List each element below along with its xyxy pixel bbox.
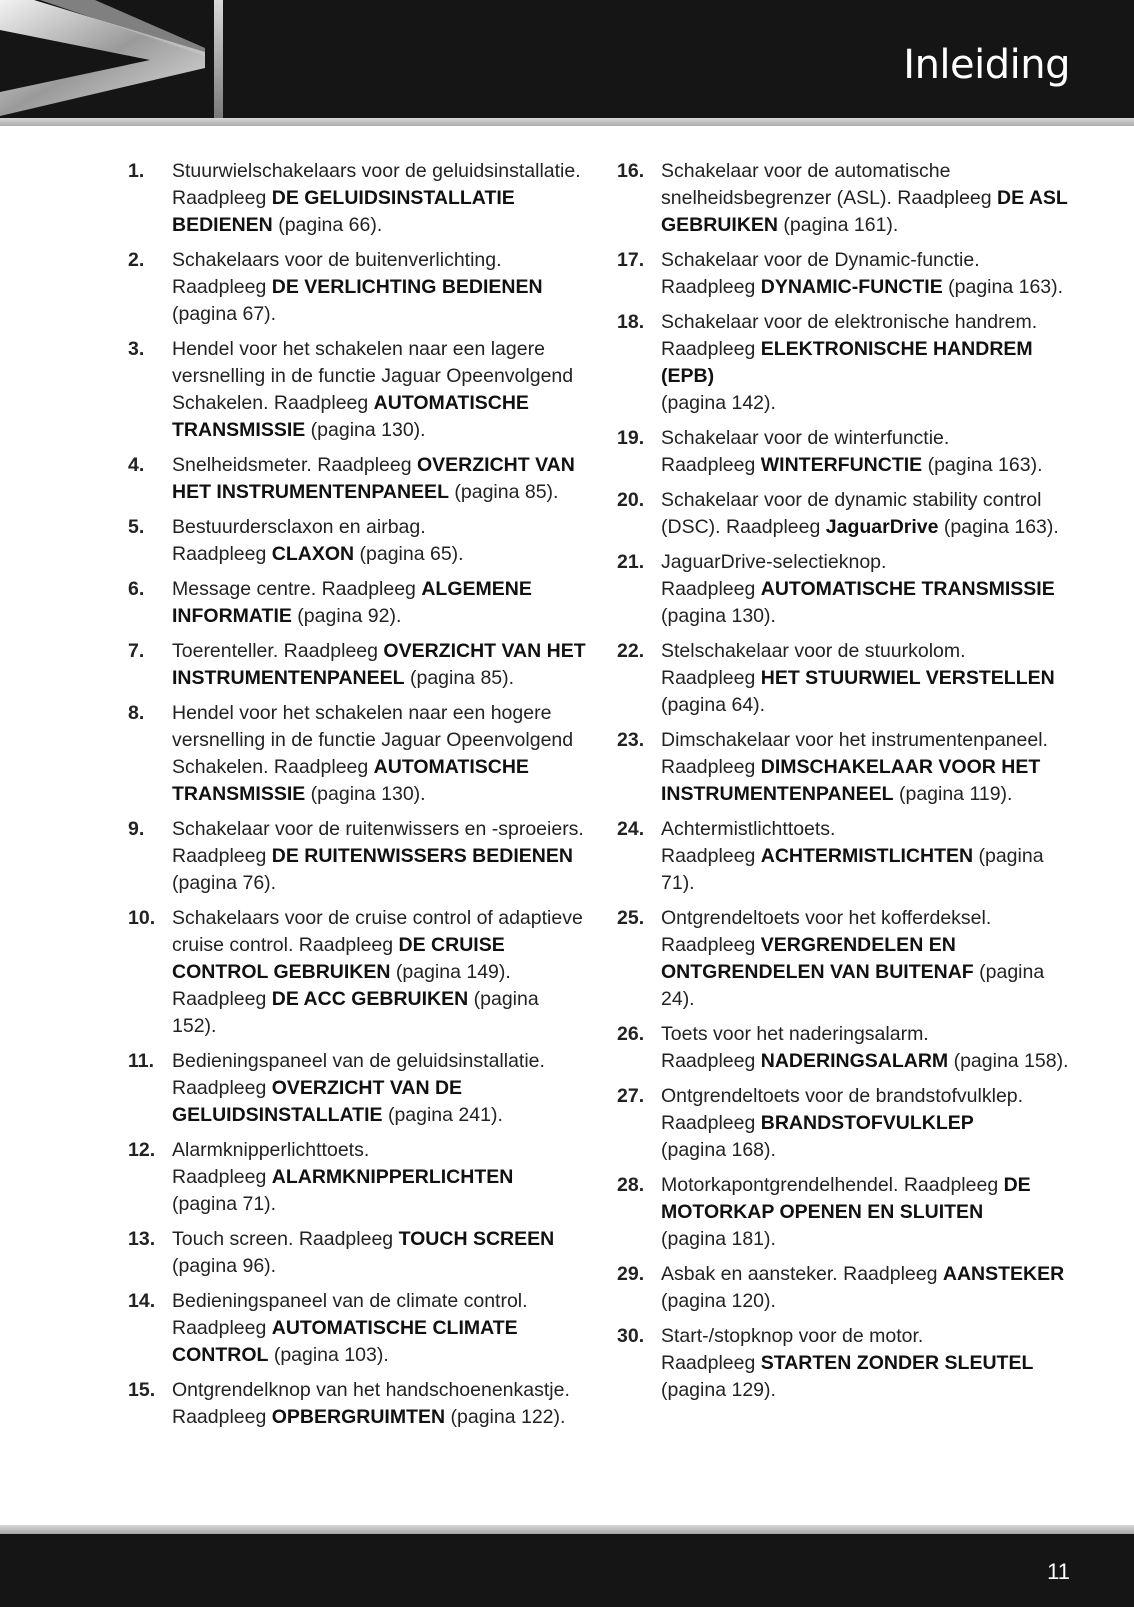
list-item	[617, 1172, 1077, 1253]
item-text: Start-/stopknop voor de motor. Raadpleeg STARTEN ZONDER SLEUTEL (pagina 129).	[661, 1325, 1034, 1401]
cross-reference: WINTERFUNCTIE	[760, 454, 923, 476]
list-item	[617, 309, 1077, 417]
header-divider	[0, 118, 1134, 126]
cross-reference: ELEKTRONISCHE HANDREM (EPB)	[661, 338, 1033, 387]
item-number: 14.	[128, 1290, 156, 1312]
item-text: Schakelaar voor de elektronische handrem. Raadpleeg ELEKTRONISCHE HANDREM (EPB) (pagina 142).	[661, 311, 1038, 414]
cross-reference: OVERZICHT VAN DE GELUIDSINSTALLATIE	[172, 1077, 463, 1126]
cross-reference: AUTOMATISCHE TRANSMISSIE	[172, 756, 529, 805]
cross-reference: OVERZICHT VAN HET INSTRUMENTENPANEEL	[172, 640, 586, 689]
list-item	[617, 727, 1077, 808]
item-number: 28.	[617, 1174, 645, 1196]
item-text: Bedieningspaneel van de climate control. Raadpleeg AUTOMATISCHE CLIMATE CONTROL (pagina 103).	[172, 1290, 528, 1366]
item-number: 26.	[617, 1023, 645, 1045]
item-number: 2.	[128, 249, 145, 271]
list-item	[617, 816, 1077, 897]
cross-reference: DE ACC GEBRUIKEN	[271, 988, 469, 1010]
list-item	[128, 514, 588, 568]
item-text: Bestuurdersclaxon en airbag. Raadpleeg CLAXON (pagina 65).	[172, 516, 464, 565]
item-number: 10.	[128, 907, 156, 929]
cross-reference: DE MOTORKAP OPENEN EN SLUITEN	[661, 1174, 1031, 1223]
cross-reference: DE CRUISE CONTROL GEBRUIKEN	[172, 934, 505, 983]
item-number: 18.	[617, 311, 645, 333]
item-text: Bedieningspaneel van de geluidsinstallatie. Raadpleeg OVERZICHT VAN DE GELUIDSINSTALLATIE (pagina 241).	[172, 1050, 545, 1126]
list-item	[617, 247, 1077, 301]
item-number: 13.	[128, 1228, 156, 1250]
item-number: 4.	[128, 454, 145, 476]
list-item	[128, 700, 588, 808]
cross-reference: ALARMKNIPPERLICHTEN	[271, 1166, 514, 1188]
item-text: Alarmknipperlichttoets. Raadpleeg ALARMKNIPPERLICHTEN (pagina 71).	[172, 1139, 514, 1215]
item-text: Hendel voor het schakelen naar een lagere versnelling in de functie Jaguar Opeenvolgend Schakelen. Raadpleeg AUTOMATISCHE TRANSMISSIE (pagina 130).	[172, 338, 574, 441]
right-column-list	[617, 158, 1077, 1412]
list-item	[128, 576, 588, 630]
item-number: 29.	[617, 1263, 645, 1285]
cross-reference: AUTOMATISCHE CLIMATE CONTROL	[172, 1317, 518, 1366]
list-item	[128, 452, 588, 506]
item-number: 19.	[617, 427, 645, 449]
list-item	[617, 1083, 1077, 1164]
cross-reference: STARTEN ZONDER SLEUTEL	[760, 1352, 1034, 1374]
list-item	[617, 549, 1077, 630]
page-title: Inleiding	[903, 42, 1070, 88]
list-item	[128, 816, 588, 897]
footer-divider	[0, 1525, 1134, 1534]
page-number: 11	[1047, 1559, 1070, 1584]
list-item	[617, 638, 1077, 719]
item-text: JaguarDrive-selectieknop. Raadpleeg AUTOMATISCHE TRANSMISSIE (pagina 130).	[661, 551, 1055, 627]
item-text: Message centre. Raadpleeg ALGEMENE INFORMATIE (pagina 92).	[172, 578, 532, 627]
cross-reference: AUTOMATISCHE TRANSMISSIE	[172, 392, 529, 441]
list-item	[128, 1288, 588, 1369]
cross-reference: CLAXON	[271, 543, 355, 565]
item-text: Ontgrendelknop van het handschoenenkastje. Raadpleeg OPBERGRUIMTEN (pagina 122).	[172, 1379, 570, 1428]
cross-reference: ALGEMENE INFORMATIE	[172, 578, 532, 627]
item-text: Asbak en aansteker. Raadpleeg AANSTEKER (pagina 120).	[661, 1263, 1065, 1312]
item-number: 17.	[617, 249, 645, 271]
item-number: 21.	[617, 551, 645, 573]
list-item	[617, 1021, 1077, 1075]
cross-reference: OVERZICHT VAN HET INSTRUMENTENPANEEL	[172, 454, 575, 503]
item-text: Schakelaars voor de cruise control of adaptieve cruise control. Raadpleeg DE CRUISE CONTROL GEBRUIKEN (pagina 149). Raadpleeg DE ACC GEBRUIKEN (pagina 152).	[172, 907, 583, 1037]
item-text: Hendel voor het schakelen naar een hogere versnelling in de functie Jaguar Opeenvolgend Schakelen. Raadpleeg AUTOMATISCHE TRANSMISSIE (pagina 130).	[172, 702, 574, 805]
list-item	[128, 1137, 588, 1218]
item-text: Touch screen. Raadpleeg TOUCH SCREEN (pagina 96).	[172, 1228, 555, 1277]
list-item	[128, 638, 588, 692]
item-number: 1.	[128, 160, 145, 182]
item-number: 25.	[617, 907, 645, 929]
item-number: 11.	[128, 1050, 155, 1072]
item-number: 5.	[128, 516, 145, 538]
cross-reference: ACHTERMISTLICHTEN	[760, 845, 974, 867]
list-item	[128, 158, 588, 239]
item-text: Dimschakelaar voor het instrumentenpaneel. Raadpleeg DIMSCHAKELAAR VOOR HET INSTRUMENTENPANEEL (pagina 119).	[661, 729, 1048, 805]
item-number: 22.	[617, 640, 645, 662]
list-item	[617, 487, 1077, 541]
list-item	[128, 1226, 588, 1280]
list-item	[128, 336, 588, 444]
item-text: Stuurwielschakelaars voor de geluidsinstallatie. Raadpleeg DE GELUIDSINSTALLATIE BEDIENEN (pagina 66).	[172, 160, 581, 236]
item-number: 15.	[128, 1379, 156, 1401]
left-column-list	[128, 158, 588, 1439]
item-number: 20.	[617, 489, 645, 511]
item-text: Achtermistlichttoets. Raadpleeg ACHTERMISTLICHTEN (pagina 71).	[661, 818, 1044, 894]
cross-reference: DIMSCHAKELAAR VOOR HET INSTRUMENTENPANEEL	[661, 756, 1041, 805]
cross-reference: AANSTEKER	[942, 1263, 1065, 1285]
cross-reference: AUTOMATISCHE TRANSMISSIE	[760, 578, 1055, 600]
list-item	[128, 247, 588, 328]
cross-reference: DE ASL GEBRUIKEN	[661, 187, 1068, 236]
list-item	[617, 905, 1077, 1013]
item-text: Schakelaar voor de automatische snelheidsbegrenzer (ASL). Raadpleeg DE ASL GEBRUIKEN (pagina 161).	[661, 160, 1068, 236]
cross-reference: HET STUURWIEL VERSTELLEN	[760, 667, 1055, 689]
cross-reference: TOUCH SCREEN	[398, 1228, 555, 1250]
item-text: Schakelaar voor de ruitenwissers en -sproeiers. Raadpleeg DE RUITENWISSERS BEDIENEN (pagina 76).	[172, 818, 584, 894]
cross-reference: VERGRENDELEN EN ONTGRENDELEN VAN BUITENAF	[661, 934, 974, 983]
item-text: Toets voor het naderingsalarm. Raadpleeg NADERINGSALARM (pagina 158).	[661, 1023, 1069, 1072]
cross-reference: JaguarDrive	[825, 516, 939, 538]
item-text: Stelschakelaar voor de stuurkolom. Raadpleeg HET STUURWIEL VERSTELLEN (pagina 64).	[661, 640, 1055, 716]
list-item	[617, 158, 1077, 239]
cross-reference: BRANDSTOFVULKLEP	[760, 1112, 974, 1134]
list-item	[128, 1377, 588, 1431]
list-item	[617, 1261, 1077, 1315]
item-number: 27.	[617, 1085, 645, 1107]
item-number: 30.	[617, 1325, 645, 1347]
list-item	[128, 1048, 588, 1129]
item-text: Ontgrendeltoets voor het kofferdeksel. Raadpleeg VERGRENDELEN EN ONTGRENDELEN VAN BUITENAF (pagina 24).	[661, 907, 1045, 1010]
item-number: 12.	[128, 1139, 156, 1161]
chevron-logo-icon	[0, 0, 240, 126]
cross-reference: DE GELUIDSINSTALLATIE BEDIENEN	[172, 187, 515, 236]
item-number: 8.	[128, 702, 145, 724]
item-text: Toerenteller. Raadpleeg OVERZICHT VAN HET INSTRUMENTENPANEEL (pagina 85).	[172, 640, 586, 689]
page-footer	[0, 1525, 1134, 1607]
item-number: 16.	[617, 160, 645, 182]
item-number: 6.	[128, 578, 145, 600]
cross-reference: DE RUITENWISSERS BEDIENEN	[271, 845, 573, 867]
cross-reference: DE VERLICHTING BEDIENEN	[271, 276, 543, 298]
item-number: 3.	[128, 338, 145, 360]
item-number: 7.	[128, 640, 145, 662]
item-text: Schakelaar voor de Dynamic-functie. Raadpleeg DYNAMIC-FUNCTIE (pagina 163).	[661, 249, 1064, 298]
list-item	[617, 425, 1077, 479]
list-item	[617, 1323, 1077, 1404]
item-text: Schakelaar voor de dynamic stability control (DSC). Raadpleeg JaguarDrive (pagina 163).	[661, 489, 1059, 538]
item-text: Motorkapontgrendelhendel. Raadpleeg DE MOTORKAP OPENEN EN SLUITEN (pagina 181).	[661, 1174, 1031, 1250]
list-item	[128, 905, 588, 1040]
cross-reference: DYNAMIC-FUNCTIE	[760, 276, 943, 298]
item-text: Ontgrendeltoets voor de brandstofvulklep. Raadpleeg BRANDSTOFVULKLEP (pagina 168).	[661, 1085, 1024, 1161]
item-text: Schakelaar voor de winterfunctie. Raadpleeg WINTERFUNCTIE (pagina 163).	[661, 427, 1043, 476]
item-number: 24.	[617, 818, 645, 840]
item-number: 23.	[617, 729, 645, 751]
page-header	[0, 0, 1134, 126]
item-text: Schakelaars voor de buitenverlichting. Raadpleeg DE VERLICHTING BEDIENEN (pagina 67).	[172, 249, 543, 325]
item-text: Snelheidsmeter. Raadpleeg OVERZICHT VAN HET INSTRUMENTENPANEEL (pagina 85).	[172, 454, 575, 503]
item-number: 9.	[128, 818, 145, 840]
cross-reference: NADERINGSALARM	[760, 1050, 949, 1072]
cross-reference: OPBERGRUIMTEN	[271, 1406, 446, 1428]
